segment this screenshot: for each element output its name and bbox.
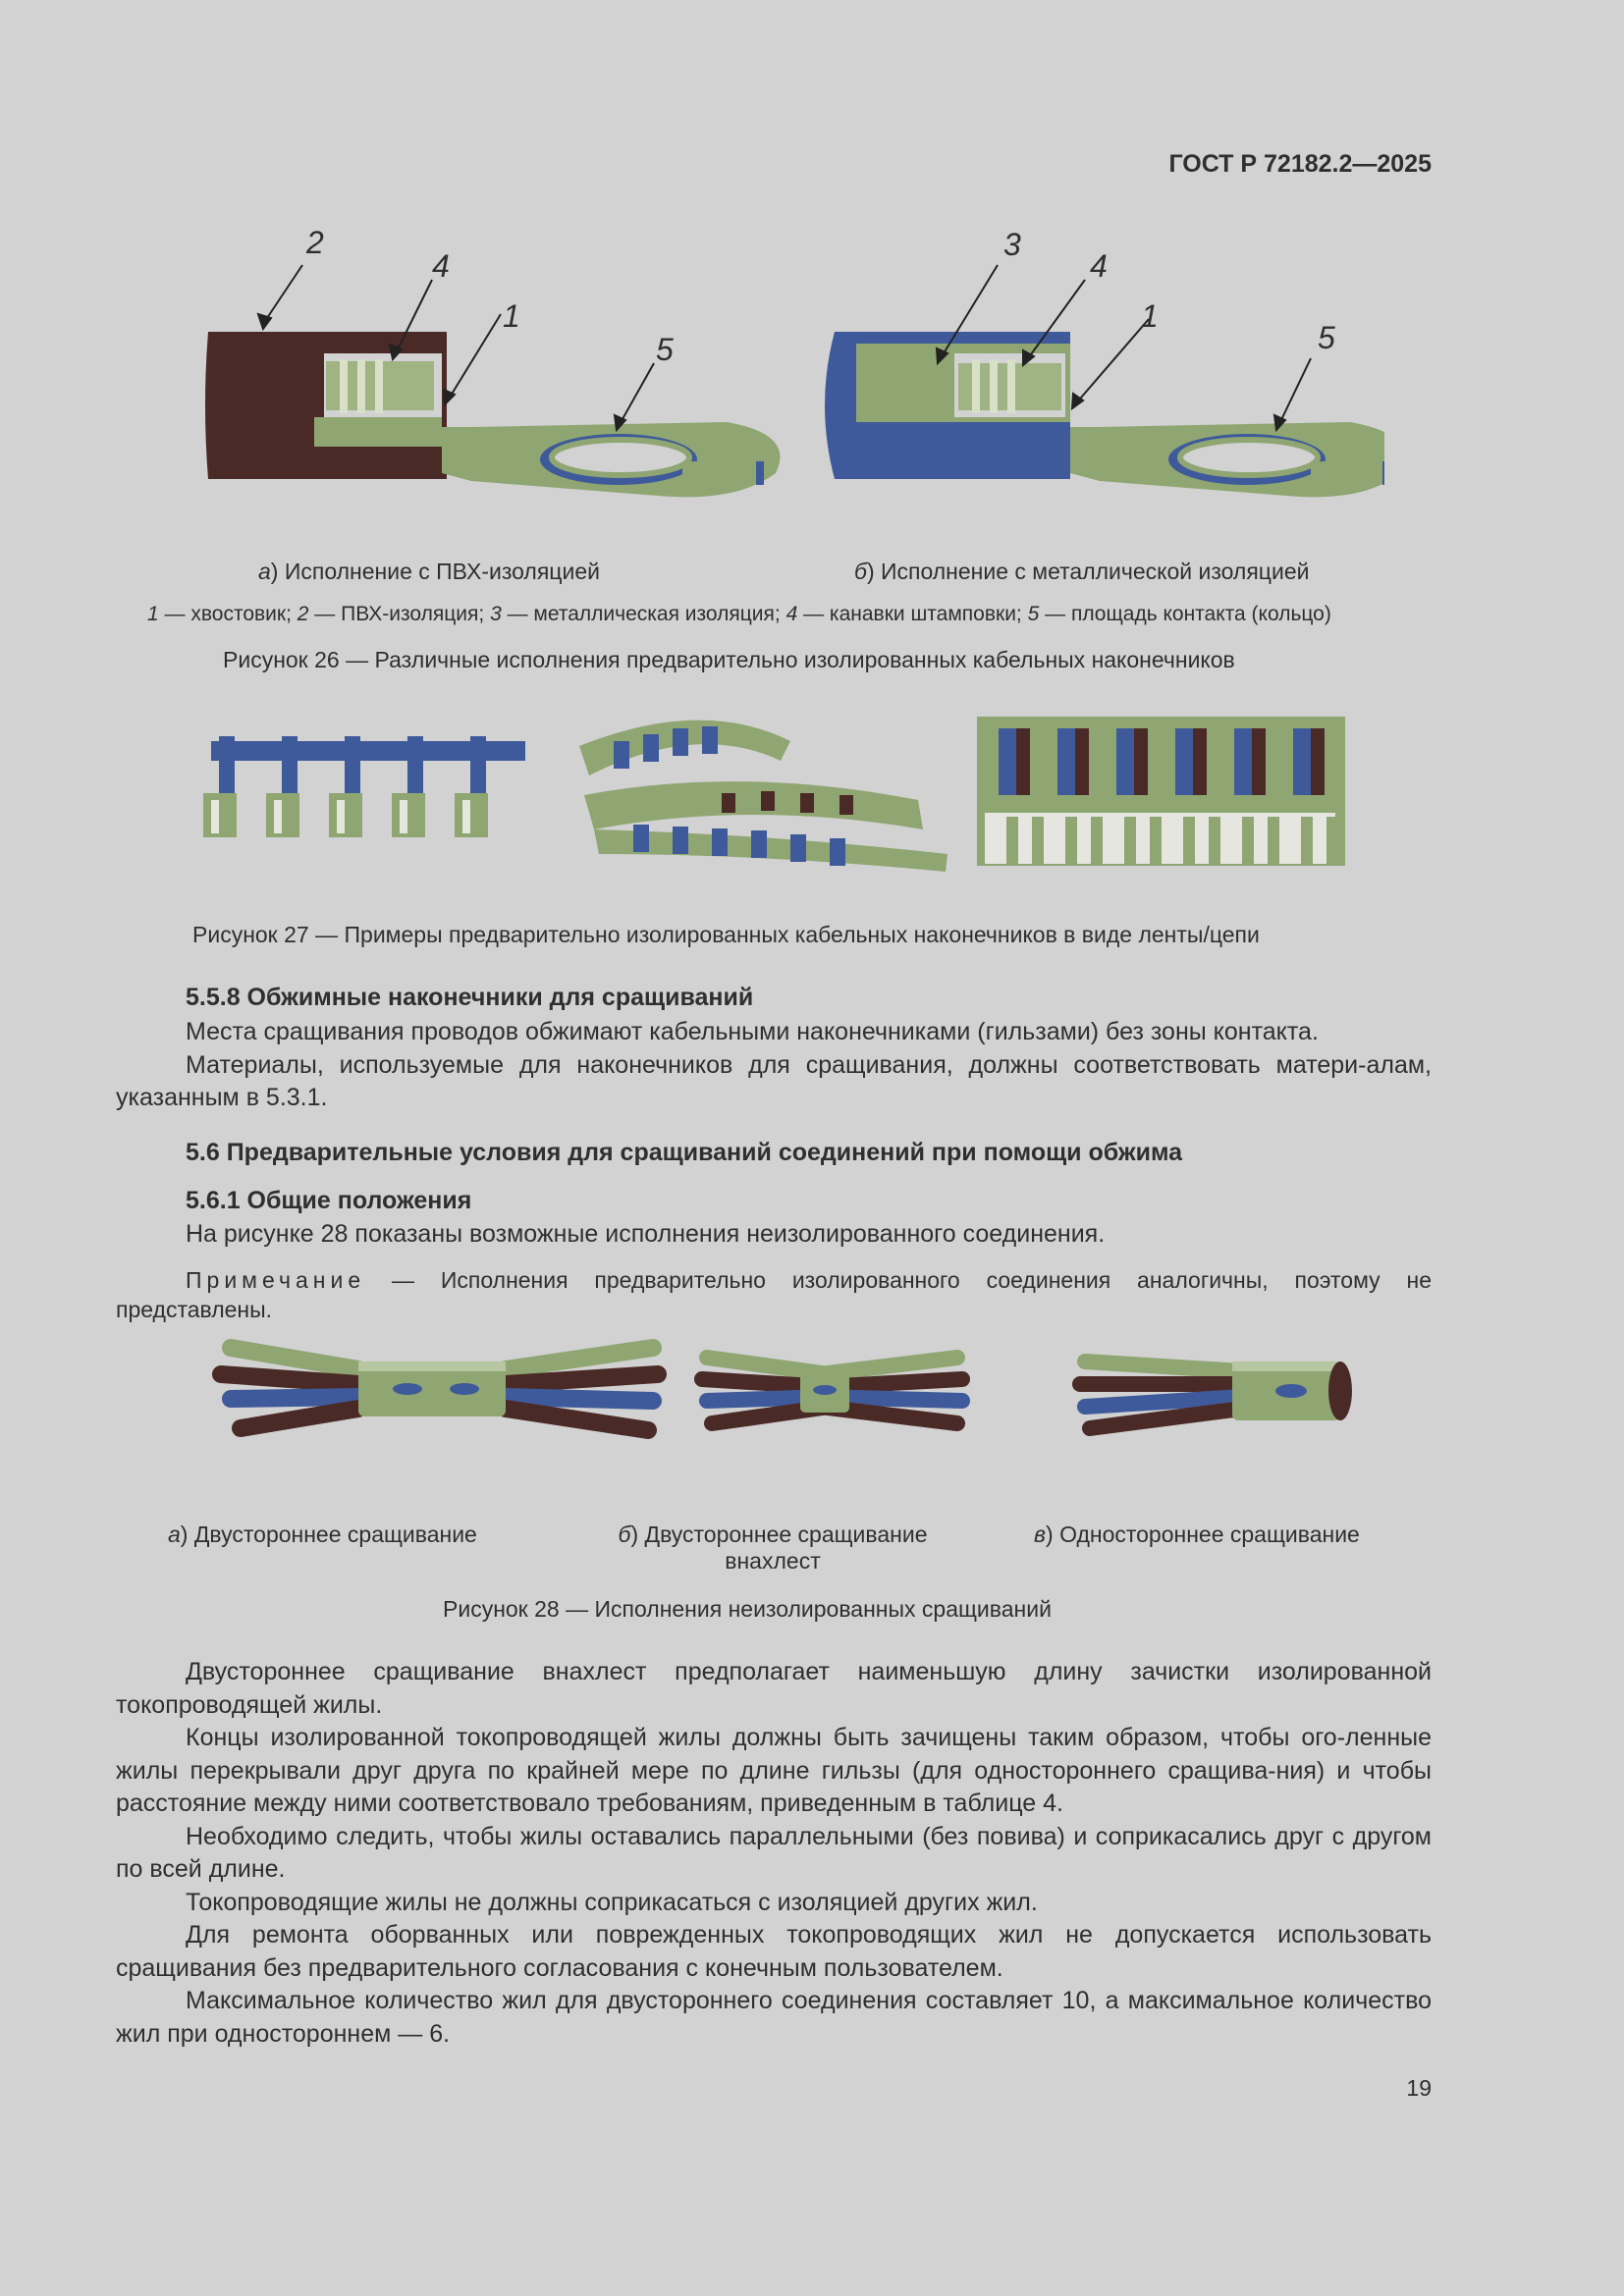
callout-b-3: 3 — [1003, 227, 1021, 262]
note-text: — Исполнения предварительно изолированного соединения аналогичны, поэтому не представлены. — [116, 1267, 1432, 1322]
figure-26-illustration — [147, 216, 1384, 540]
figure-28-illustration — [211, 1330, 1360, 1477]
callout-b-4: 4 — [1090, 248, 1108, 284]
note — [116, 1265, 1432, 1324]
callout-a-2: 2 — [306, 225, 324, 260]
figure-26-caption: Рисунок 26 — Различные исполнения предварительно изолированных кабельных наконечников — [223, 647, 1235, 672]
terminal-pvc-drawing — [205, 332, 780, 497]
paragraph: Необходимо следить, чтобы жилы оставались параллельными (без повива) и соприкасались друг с другом по всей длине. — [116, 1822, 1432, 1883]
callout-a-1: 1 — [503, 298, 520, 334]
figure-26-subcaption-b: б) Исполнение с металлической изоляцией — [854, 559, 1310, 584]
section-558-heading: 5.5.8 Обжимные наконечники для сращиваний — [186, 984, 754, 1011]
splice-single-sided — [1080, 1362, 1352, 1428]
paragraph: Максимальное количество жил для двустороннего соединения составляет 10, а максимальное количество жил при одностороннем — 6. — [116, 1987, 1432, 2048]
figure-28-subcaption-c: в) Одностороннее сращивание — [1034, 1522, 1360, 1547]
figure-26-legend: 1 — хвостовик; 2 — ПВХ-изоляция; 3 — металлическая изоляция; 4 — канавки штамповки; 5 — площадь контакта (кольцо) — [147, 603, 1331, 625]
splice-double-sided — [221, 1348, 658, 1430]
paragraph: Двустороннее сращивание внахлест предполагает наименьшую длину зачистки изолированной токопроводящей жилы. — [116, 1658, 1432, 1719]
terminal-strip-straight — [203, 736, 525, 837]
section-561-paragraph: На рисунке 28 показаны возможные исполнения неизолированного соединения. — [186, 1220, 1106, 1248]
figure-28-subcaption-b: б) Двустороннее сращивание внахлест — [618, 1522, 928, 1574]
callout-a-4: 4 — [432, 248, 450, 284]
callout-a-5: 5 — [656, 332, 674, 367]
document-header: ГОСТ Р 72182.2—2025 — [1168, 150, 1432, 178]
terminal-metal-drawing — [825, 332, 1384, 497]
figure-28-caption: Рисунок 28 — Исполнения неизолированных сращиваний — [443, 1596, 1052, 1622]
splice-overlap — [702, 1358, 962, 1423]
figure-27-caption: Рисунок 27 — Примеры предварительно изолированных кабельных наконечников в виде ленты/цепи — [192, 922, 1260, 947]
page-number: 19 — [1406, 2075, 1432, 2101]
callout-b-5: 5 — [1318, 320, 1335, 355]
figure-27-illustration — [191, 707, 1350, 893]
callout-b-1: 1 — [1141, 298, 1159, 334]
terminal-strip-forked — [977, 717, 1345, 866]
paragraph: Концы изолированной токопроводящей жилы должны быть зачищены таким образом, чтобы ого-ленные жилы перекрывали друг друга по крайней мере по длине гильзы (для одностороннего сращива-ния) и чтобы расстояние между ними соответствовало требованиям, приведенным в таблице 4. — [116, 1724, 1432, 1817]
section-561-heading: 5.6.1 Общие положения — [186, 1187, 472, 1214]
figure-28-subcaption-a: а) Двустороннее сращивание — [168, 1522, 477, 1547]
terminal-strip-curved — [579, 721, 947, 872]
paragraph: Материалы, используемые для наконечников для сращивания, должны соответствовать матери-алам, указанным в 5.3.1. — [116, 1050, 1432, 1111]
paragraph: Токопроводящие жилы не должны соприкасаться с изоляцией других жил. — [186, 1888, 1038, 1916]
note-label: Примечание — [186, 1267, 366, 1293]
paragraph: Места сращивания проводов обжимают кабельными наконечниками (гильзами) без зоны контакта. — [186, 1018, 1319, 1045]
section-56-heading: 5.6 Предварительные условия для сращиваний соединений при помощи обжима — [186, 1139, 1183, 1166]
paragraph: Для ремонта оборванных или поврежденных токопроводящих жил не допускается использовать сращивания без предварительного согласования с конечным пользователем. — [116, 1921, 1432, 1982]
figure-26-subcaption-a: а) Исполнение с ПВХ-изоляцией — [258, 559, 600, 584]
body-text — [116, 1656, 1432, 2051]
section-558-body — [116, 1016, 1432, 1115]
